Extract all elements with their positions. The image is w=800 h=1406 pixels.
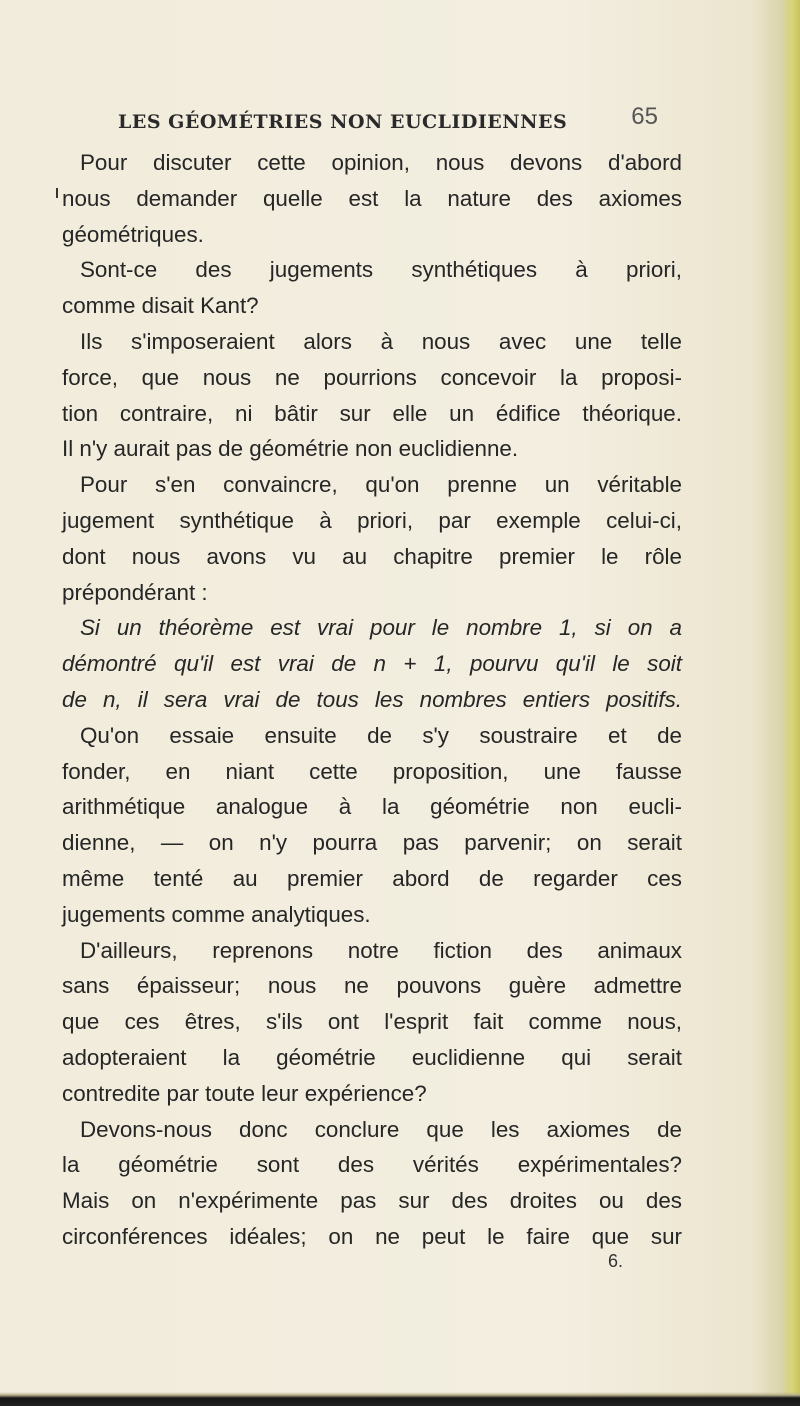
text-line: tion contraire, ni bâtir sur elle un édifice théorique.: [62, 400, 682, 426]
text-line: dont nous avons vu au chapitre premier le rôle: [62, 543, 682, 569]
text-line: D'ailleurs, reprenons notre fiction des animaux: [80, 937, 682, 963]
text-line: nous demander quelle est la nature des axiomes: [62, 185, 682, 211]
text-line: que ces êtres, s'ils ont l'esprit fait comme nous,: [62, 1009, 682, 1035]
text-line: sans épaisseur; nous ne pouvons guère admettre: [62, 973, 682, 999]
text-line: contredite par toute leur expérience?: [62, 1080, 427, 1106]
body-text: [62, 145, 682, 1255]
text-line: même tenté au premier abord de regarder ces: [62, 865, 682, 891]
italic-text-line: Si un théorème est vrai pour le nombre 1, si on a: [80, 615, 682, 641]
signature-mark: 6.: [608, 1251, 624, 1271]
page-bottom-edge: [0, 1386, 800, 1406]
italic-text-line: de n, il sera vrai de tous les nombres entiers positifs.: [62, 686, 682, 712]
text-line: Qu'on essaie ensuite de s'y soustraire et de: [80, 722, 682, 748]
text-line: jugements comme analytiques.: [62, 901, 371, 927]
page-header: [118, 105, 658, 145]
text-line: Il n'y aurait pas de géométrie non euclidienne.: [62, 436, 519, 462]
text-line: adopteraient la géométrie euclidienne qui serait: [62, 1044, 682, 1070]
text-line: Pour s'en convaincre, qu'on prenne un véritable: [80, 472, 682, 498]
text-line: fonder, en niant cette proposition, une fausse: [62, 758, 682, 784]
text-line: jugement synthétique à priori, par exemple celui-ci,: [62, 507, 682, 533]
italic-text-line: démontré qu'il est vrai de n + 1, pourvu qu'il le soit: [62, 651, 682, 677]
page-number: 65: [631, 103, 658, 130]
text-line: prépondérant :: [62, 579, 208, 605]
text-line: Ils s'imposeraient alors à nous avec une telle: [80, 328, 682, 354]
text-line: Pour discuter cette opinion, nous devons d'abord: [80, 150, 682, 175]
text-line: force, que nous ne pourrions concevoir la proposi-: [62, 364, 682, 390]
running-head: LES GÉOMÉTRIES NON EUCLIDIENNES: [118, 111, 568, 133]
text-line: circonférences idéales; on ne peut le faire que sur: [62, 1223, 682, 1249]
text-line: Devons-nous donc conclure que les axiomes de: [80, 1116, 682, 1142]
text-line: la géométrie sont des vérités expérimentales?: [62, 1152, 682, 1178]
text-line: Mais on n'expérimente pas sur des droites ou des: [62, 1188, 682, 1214]
text-line: arithmétique analogue à la géométrie non eucli-: [62, 794, 682, 820]
margin-mark: [56, 188, 58, 198]
text-line: Sont-ce des jugements synthétiques à priori,: [80, 257, 682, 283]
page-edge-shadow: [782, 0, 800, 1406]
text-line: dienne, — on n'y pourra pas parvenir; on serait: [62, 830, 682, 856]
text-line: comme disait Kant?: [62, 293, 259, 319]
text-line: géométriques.: [62, 221, 204, 247]
